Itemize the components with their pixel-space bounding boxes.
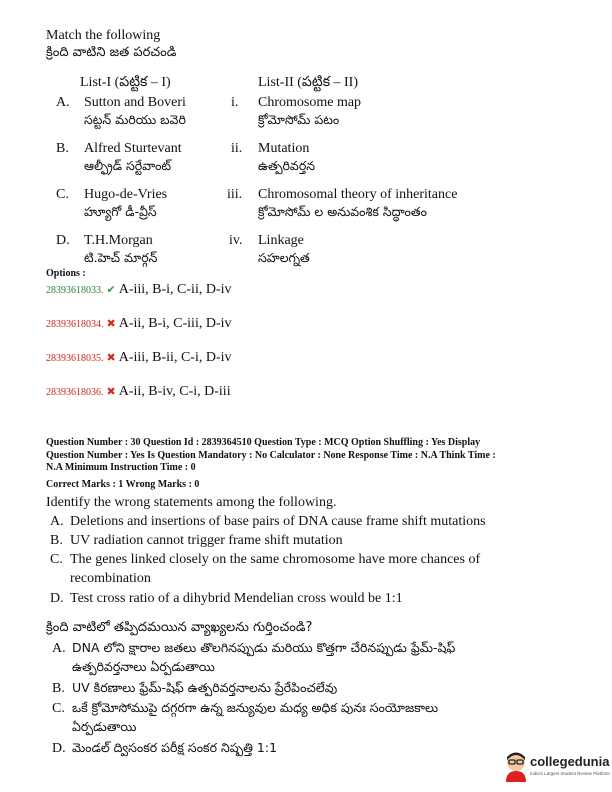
row-l2-te: ఉత్పరివర్తన: [258, 158, 316, 173]
question-stem-en: Identify the wrong statements among the following.: [46, 495, 337, 510]
row-l2-en: Chromosomal theory of inheritance: [258, 187, 458, 202]
meta-line: N.A Minimum Instruction Time : 0: [46, 462, 196, 473]
logo-tagline: India's Largest Student Review Platform: [530, 771, 610, 776]
item-text: The genes linked closely on the same chromosome have more chances of: [70, 552, 481, 567]
row-label-l1: C.: [56, 187, 69, 202]
question-meta: [46, 437, 606, 491]
option-text: A-iii, B-i, C-ii, D-iv: [118, 282, 232, 297]
mascot-icon: [502, 752, 530, 782]
match-title-en: Match the following: [46, 28, 161, 43]
item-label: C.: [50, 552, 63, 567]
question-stem-te: క్రింది వాటిలో తప్పిదమయిన వ్యాఖ్యలను గుర్తించండి?: [46, 620, 313, 635]
row-l2-en: Linkage: [258, 233, 304, 248]
item-text: UV radiation cannot trigger frame shift mutation: [70, 533, 343, 548]
row-label-l2: ii.: [231, 141, 243, 156]
question-item-en: [50, 551, 480, 568]
cross-icon: ✖: [106, 317, 116, 330]
row-label-l2: i.: [231, 95, 239, 110]
option-id: 28393618033.: [46, 285, 104, 296]
row-l1-en: Hugo-de-Vries: [84, 187, 168, 202]
list2-header: List-II (పట్టిక – II): [258, 75, 358, 90]
option-text: A-iii, B-ii, C-i, D-iv: [118, 350, 232, 365]
question-item-te-cont: ఉత్పరివర్తనాలు ఏర్పడుతాయి: [72, 659, 215, 674]
marks-line: Correct Marks : 1 Wrong Marks : 0: [46, 478, 200, 490]
match-title-te: క్రింది వాటిని జత పరచండి: [46, 45, 177, 60]
row-l1-te: సట్టన్ మరియు బవెరి: [84, 112, 186, 127]
option-row[interactable]: [46, 316, 232, 332]
item-label: A.: [52, 641, 66, 656]
list1-header: List-I (పట్టిక – I): [80, 75, 171, 90]
row-label-l1: A.: [56, 95, 70, 110]
option-id: 28393618035.: [46, 353, 104, 364]
item-text: UV కిరణాలు ఫ్రేమ్-షిఫ్ ఉత్పరివర్తనాలను ప్రేరేపించలేవు: [72, 680, 338, 695]
question-item-en: [50, 513, 486, 530]
row-l2-te: క్రోమోసోమ్ పటం: [258, 112, 340, 127]
item-label: D.: [52, 741, 66, 756]
item-label: B.: [50, 533, 63, 548]
row-l1-en: Sutton and Boveri: [84, 95, 186, 110]
row-l2-en: Chromosome map: [258, 95, 362, 110]
logo-name: collegedunia: [530, 754, 610, 769]
meta-line: Question Number : 30 Question Id : 2839364510 Question Type : MCQ Option Shuffling : Yes Display: [46, 437, 481, 448]
row-label-l1: B.: [56, 141, 69, 156]
cross-icon: ✖: [106, 351, 116, 364]
option-text: A-ii, B-i, C-iii, D-iv: [118, 316, 232, 331]
collegedunia-logo: [500, 748, 610, 788]
item-text: DNA లోని క్షారాల జతలు తొలగినప్పుడు మరియు కొత్తగా చేరినప్పుడు ఫ్రేమ్-షిఫ్: [72, 640, 456, 655]
item-text: ఒకే క్రోమోసోముపై దగ్గరగా ఉన్న జన్యువుల మధ్య అధిక పునః సంయోజకాలు: [72, 700, 439, 715]
row-l2-te: సహలగ్నత: [258, 250, 310, 265]
item-label: D.: [50, 591, 64, 606]
row-l1-te: టి.హెచ్ మార్గన్: [84, 250, 158, 265]
question-item-te: [52, 640, 455, 657]
option-row[interactable]: [46, 282, 232, 298]
item-text: Test cross ratio of a dihybrid Mendelian cross would be 1:1: [70, 591, 403, 606]
question-item-te-cont: ఏర్పడుతాయి: [72, 719, 137, 734]
item-text: Deletions and insertions of base pairs of DNA cause frame shift mutations: [70, 514, 486, 529]
option-row[interactable]: [46, 350, 232, 366]
row-l1-te: హ్యూగో డీ-వ్రీస్: [84, 204, 157, 219]
item-text: మెండల్ ద్విసంకర పరీక్ష సంకర నిష్పత్తి 1:1: [72, 740, 278, 755]
meta-line: Question Number : Yes Is Question Mandatory : No Calculator : None Response Time : N.A Think Time :: [46, 449, 496, 461]
question-item-en: [50, 590, 403, 607]
item-label: C.: [52, 701, 65, 716]
question-item-te: [52, 680, 337, 697]
question-item-te: [52, 700, 438, 717]
option-id: 28393618034.: [46, 319, 104, 330]
row-l1-te: ఆల్ఫ్రీడ్ సర్టేవాంట్: [84, 158, 172, 173]
row-l2-te: క్రోమోసోమ్ ల అనువంశిక సిద్ధాంతం: [258, 204, 427, 219]
question-item-en: [50, 532, 343, 549]
item-label: B.: [52, 681, 65, 696]
row-l1-en: T.H.Morgan: [84, 233, 153, 248]
check-icon: ✔: [106, 283, 116, 296]
row-label-l2: iii.: [227, 187, 243, 202]
row-label-l1: D.: [56, 233, 70, 248]
cross-icon: ✖: [106, 385, 116, 398]
option-id: 28393618036.: [46, 387, 104, 398]
row-l1-en: Alfred Sturtevant: [84, 141, 182, 156]
item-label: A.: [50, 514, 64, 529]
row-l2-en: Mutation: [258, 141, 310, 156]
question-item-te: [52, 740, 277, 757]
question-item-en-cont: recombination: [70, 571, 151, 586]
options-label: Options :: [46, 268, 86, 279]
option-row[interactable]: [46, 384, 231, 400]
row-label-l2: iv.: [229, 233, 243, 248]
option-text: A-ii, B-iv, C-i, D-iii: [118, 384, 231, 399]
